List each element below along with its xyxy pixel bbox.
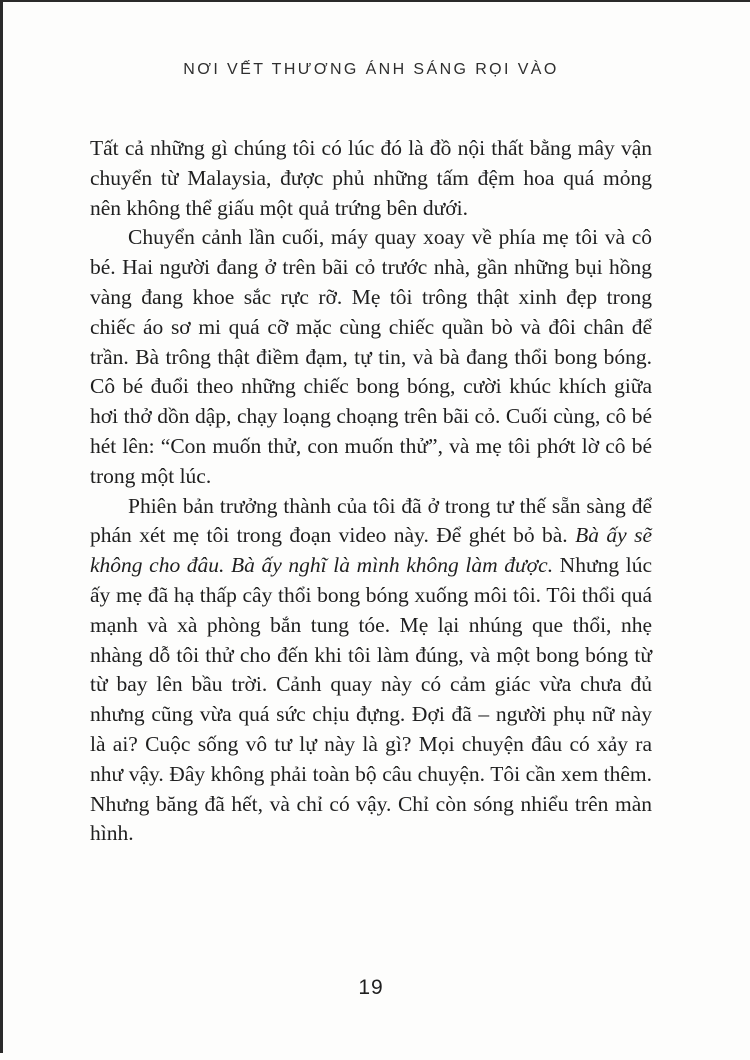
page-number: 19 (358, 976, 384, 999)
text-run: Chuyển cảnh lần cuối, máy quay xoay về phía mẹ tôi và cô bé. Hai người đang ở trên bãi cỏ trước nhà, gần những bụi hồng vàng đang khoe sắc rực rỡ. Mẹ tôi trông thật xinh đẹp trong chiếc áo sơ mi quá cỡ mặc cùng chiếc quần bò và đôi chân để trần. Bà trông thật điềm đạm, tự tin, và bà đang thổi bong bóng. Cô bé đuổi theo những chiếc bong bóng, cười khúc khích giữa hơi thở dồn dập, chạy loạng choạng trên bãi cỏ. Cuối cùng, cô bé hét lên: “Con muốn thử, con muốn thử”, và mẹ tôi phớt lờ cô bé trong một lúc. (90, 225, 652, 488)
page-top-edge-line (0, 0, 750, 2)
italic-text-run: Bà ấy sẽ không cho đâu. Bà ấy nghĩ là mình không làm được. (90, 523, 652, 578)
paragraph (90, 223, 652, 491)
text-run: Phiên bản trưởng thành của tôi đã ở trong tư thế sẵn sàng để phán xét mẹ tôi trong đoạn video này. Để ghét bỏ bà. (90, 493, 652, 548)
page-left-edge-line (0, 0, 3, 1053)
paragraph (90, 134, 652, 223)
running-header: NƠI VẾT THƯƠNG ÁNH SÁNG RỌI VÀO (183, 61, 559, 78)
text-run: Nhưng lúc ấy mẹ đã hạ thấp cây thổi bong bóng xuống môi tôi. Tôi thổi quá mạnh và xà phòng bắn tung tóe. Mẹ lại nhúng que thổi, nhẹ nhàng dỗ tôi thử cho đến khi tôi làm đúng, và một bong bóng từ từ bay lên bầu trời. Cảnh quay này có cảm giác vừa chưa đủ nhưng cũng vừa quá sức chịu đựng. Đợi đã – người phụ nữ này là ai? Cuộc sống vô tư lự này là gì? Mọi chuyện đâu có xảy ra như vậy. Đây không phải toàn bộ câu chuyện. Tôi cần xem thêm. Nhưng băng đã hết, và chỉ có vậy. Chỉ còn sóng nhiểu trên màn hình. (90, 553, 652, 846)
paragraph (90, 492, 652, 850)
body-text (90, 134, 652, 849)
text-run: Tất cả những gì chúng tôi có lúc đó là đồ nội thất bằng mây vận chuyển từ Malaysia, được phủ những tấm đệm hoa quá mỏng nên không thể giấu một quả trứng bên dưới. (90, 136, 652, 220)
